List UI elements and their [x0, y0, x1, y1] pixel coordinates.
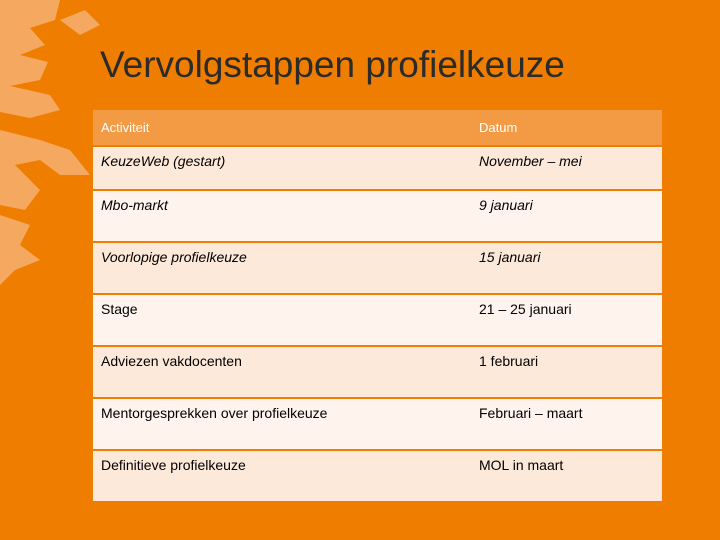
cell-text: November – mei — [479, 153, 582, 169]
cell-activiteit — [93, 146, 471, 190]
cell-text: Mbo-markt — [101, 197, 168, 213]
table-row — [93, 146, 662, 190]
cell-text: 21 – 25 januari — [479, 301, 572, 317]
cell-datum — [471, 294, 662, 346]
cell-text: MOL in maart — [479, 457, 564, 473]
cell-datum — [471, 398, 662, 450]
cell-text: Stage — [101, 301, 138, 317]
cell-text: 9 januari — [479, 197, 533, 213]
cell-datum — [471, 146, 662, 190]
cell-datum — [471, 242, 662, 294]
table-row — [93, 398, 662, 450]
cell-text: 1 februari — [479, 353, 539, 369]
cell-datum — [471, 346, 662, 398]
cell-text: Adviezen vakdocenten — [101, 353, 242, 369]
cell-datum — [471, 190, 662, 242]
cell-activiteit — [93, 450, 471, 502]
cell-activiteit — [93, 398, 471, 450]
cell-activiteit — [93, 294, 471, 346]
column-header-activiteit: Activiteit — [93, 110, 471, 146]
table-header-row — [93, 110, 662, 146]
cell-text: Mentorgesprekken over profielkeuze — [101, 405, 328, 421]
cell-activiteit — [93, 242, 471, 294]
cell-datum — [471, 450, 662, 502]
table-row — [93, 294, 662, 346]
table-row — [93, 450, 662, 502]
table-row — [93, 190, 662, 242]
table-row — [93, 242, 662, 294]
cell-text: KeuzeWeb (gestart) — [101, 153, 226, 169]
cell-text: Definitieve profielkeuze — [101, 457, 246, 473]
cell-activiteit — [93, 346, 471, 398]
page-title: Vervolgstappen profielkeuze — [100, 44, 565, 85]
table-row — [93, 346, 662, 398]
schedule-table — [93, 110, 662, 503]
cell-text: Februari – maart — [479, 405, 583, 421]
cell-text: Voorlopige profielkeuze — [101, 249, 247, 265]
cell-activiteit — [93, 190, 471, 242]
cell-text: 15 januari — [479, 249, 541, 265]
column-header-datum: Datum — [471, 110, 662, 146]
